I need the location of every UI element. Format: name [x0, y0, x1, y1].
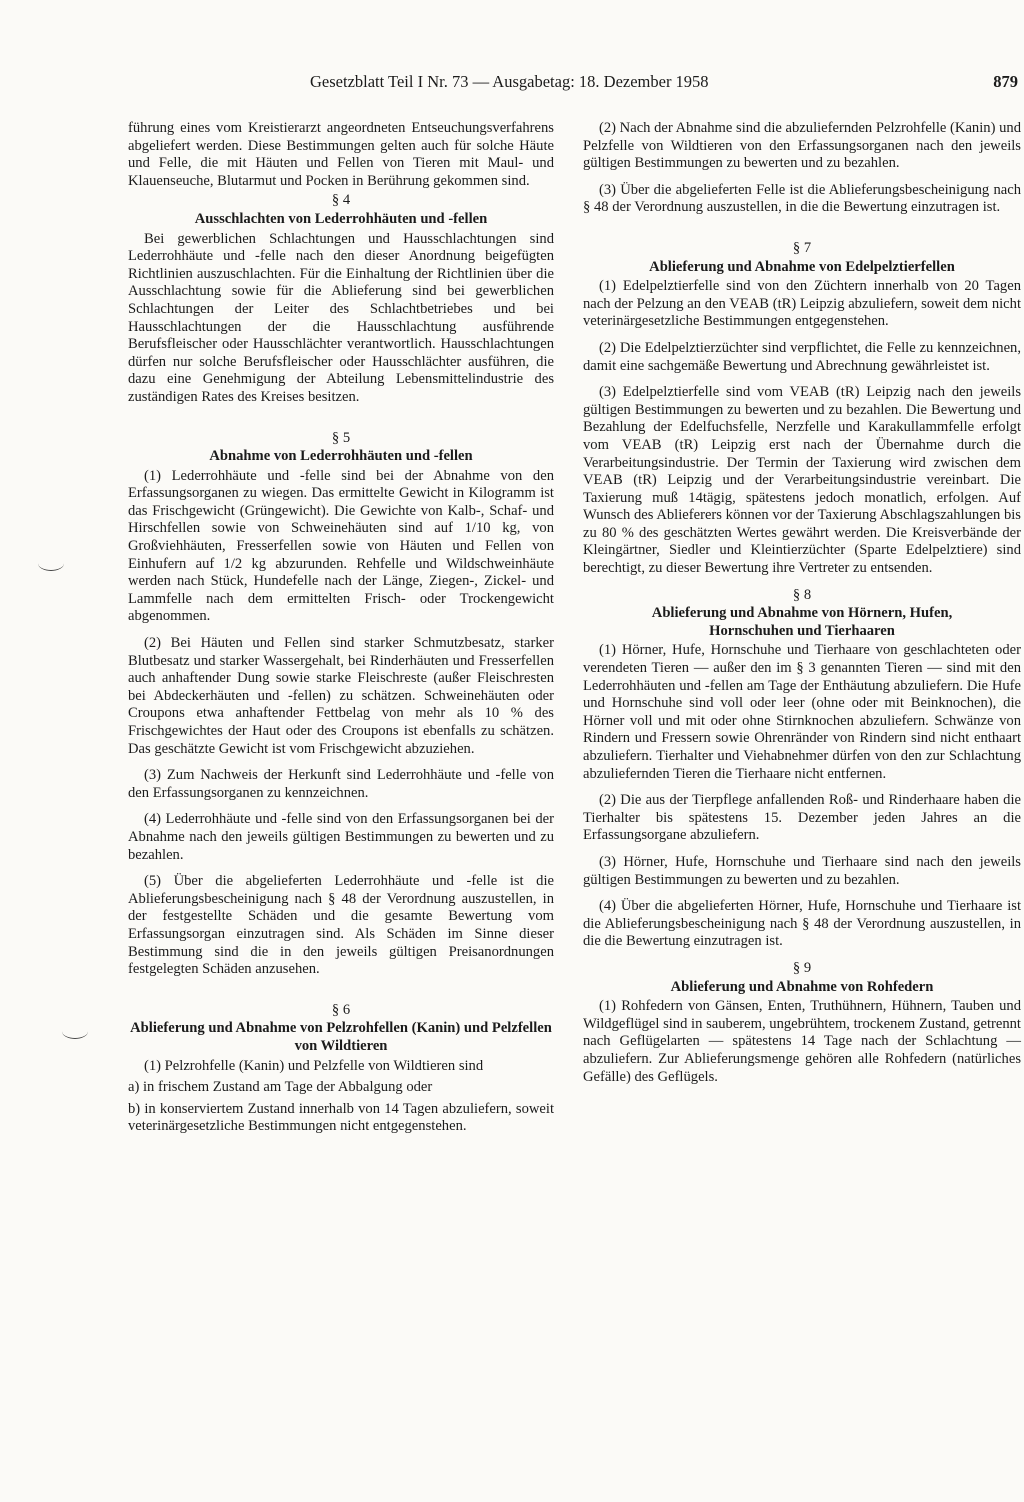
section-number-7: § 7	[792, 239, 812, 256]
paragraph: (4) Lederrohhäute und -felle sind von den Erfassungsorganen bei der Abnahme nach den jeweils gültigen Bestimmungen zu bewerten und zu bezahlen.	[128, 811, 554, 863]
paragraph: (2) Die aus der Tierpflege anfallenden Roß- und Rinderhaare haben die Tierhalter bis spätestens 15. Dezember jeden Jahres an die Erfassungsorgane abzuliefern.	[583, 792, 1021, 844]
section-number-5: § 5	[331, 429, 351, 446]
section-number-8: § 8	[792, 586, 812, 603]
margin-mark	[62, 1024, 88, 1039]
right-column	[583, 120, 1021, 1095]
paragraph: (3) Hörner, Hufe, Hornschuhe und Tierhaare sind nach den jeweils gültigen Bestimmungen zu bewerten und zu bezahlen.	[583, 853, 1021, 888]
section-title-7: Ablieferung und Abnahme von Edelpelztierfellen	[649, 258, 955, 275]
paragraph: (2) Nach der Abnahme sind die abzuliefernden Pelzrohfelle (Kanin) und Pelzfelle von Wildtieren von den Erfassungsorganen nach den jeweils gültigen Bestimmungen zu bewerten und zu bezahlen.	[583, 120, 1021, 172]
paragraph: Bei gewerblichen Schlachtungen und Hausschlachtungen sind Lederrohhäute und -felle nach den dieser Anordnung beigefügten Richtlinien auszuschlachten. Für die Einhaltung der Richtlinien über die Ausschlachtung sowie für die Ablieferung sind bei gewerblichen Schlachtungen der Leiter des Schlachtbetriebes und bei Hausschlachtungen der die Hausschlachtung ausführende Berufsfleischer oder Hausschlächter verantwortlich. Hausschlachtungen dürfen nur solche Berufsfleischer oder Hausschlächter ausführen, die dazu eine Genehmigung der Abteilung Lebensmittelindustrie des zuständigen Rates des Kreises besitzen.	[128, 230, 554, 405]
section-number-9: § 9	[792, 959, 812, 976]
paragraph: (4) Über die abgelieferten Hörner, Hufe, Hornschuhe und Tierhaare ist die Ablieferungsbescheinigung nach § 48 der Verordnung auszustellen, in die die Bewertung einzutragen ist.	[583, 898, 1021, 950]
list-item-b: b) in konserviertem Zustand innerhalb von 14 Tagen abzuliefern, soweit veterinärgesetzliche Bestimmungen nicht entgegenstehen.	[128, 1100, 554, 1135]
paragraph: (1) Lederrohhäute und -felle sind bei der Abnahme von den Erfassungsorganen zu wiegen. Das ermittelte Gewicht in Kilogramm ist das Frischgewicht (Grüngewicht). Die Gewichte von Kalb-, Schaf- und Hirschfellen sowie von Schweinehäuten sind auf 1/10 kg, von Großviehhäuten, Fresserfellen sowie von Häuten und Fellen von Einhufern auf 1/2 kg abzurunden. Rehfelle und Wildschweinhäute werden nach Stück, Hundefelle nach der Länge, Ziegen-, Zickel- und Lammfelle nach dem ermittelten Frisch- oder Trockengewicht abgenommen.	[128, 467, 554, 625]
paragraph: (1) Edelpelztierfelle sind von den Züchtern innerhalb von 20 Tagen nach der Pelzung an den VEAB (tR) Leipzig abzuliefern, soweit dem nicht veterinärgesetzliche Bestimmungen entgegenstehen.	[583, 278, 1021, 330]
paragraph: (2) Bei Häuten und Fellen sind starker Schmutzbesatz, starker Blutbesatz und starker Wassergehalt, bei Rinderhäuten und Fresserfellen auch anhaftender Dung sowie starke Fleischreste (außer Fleischresten bei Abdeckerhäuten und -fellen) zu schätzen. Schweinehäuten oder Croupons etwa anhaftender Fettbelag von mehr als 10 % des Frischgewichtes der Haut oder des Croupons ist ebenfalls zu schätzen. Das geschätzte Gewicht ist vom Frischgewicht abzuziehen.	[128, 635, 554, 757]
left-column	[128, 120, 554, 1145]
paragraph: (3) Edelpelztierfelle sind vom VEAB (tR) Leipzig nach den jeweils gültigen Bestimmungen zu bewerten und zu bezahlen. Die Bewertung und Bezahlung der Edelfuchsfelle, Nerzfelle und Karakullammfelle erfolgt vom VEAB (tR) Leipzig erst nach der Übernahme durch die Verarbeitungsindustrie. Der Termin der Taxierung wird zwischen dem VEAB (tR) Leipzig und der Verarbeitungsindustrie vereinbart. Die Taxierung muß 14tägig, spätestens jedoch monatlich, erfolgen. Auf Wunsch des Ablieferers können vor der Taxierung Abschlagszahlungen bis zu 80 % des geschätzten Wertes gewährt werden. Die Kreisverbände der Kleingärtner, Siedler und Kleintierzüchter (Sparte Edelpelztiere) sind berechtigt, zu dieser Bewertung ihre Vertreter zu entsenden.	[583, 384, 1021, 577]
paragraph: (2) Die Edelpelztierzüchter sind verpflichtet, die Felle zu kennzeichnen, damit eine sachgemäße Bewertung und Abrechnung gewährleistet ist.	[583, 339, 1021, 374]
paragraph: (3) Zum Nachweis der Herkunft sind Lederrohhäute und -felle von den Erfassungsorganen zu kennzeichnen.	[128, 767, 554, 801]
list-item-a: a) in frischem Zustand am Tage der Abbalgung oder	[128, 1079, 433, 1096]
section-title-6: Ablieferung und Abnahme von Pelzrohfellen (Kanin) und Pelzfellen von Wildtieren	[130, 1020, 552, 1054]
section-title-5: Abnahme von Lederrohhäuten und -fellen	[209, 448, 473, 465]
paragraph: (1) Pelzrohfelle (Kanin) und Pelzfelle von Wildtieren sind	[144, 1057, 484, 1074]
running-title: Gesetzblatt Teil I Nr. 73 — Ausgabetag: 18. Dezember 1958	[310, 72, 709, 91]
page-number: 879	[993, 72, 1018, 91]
margin-mark	[38, 556, 64, 571]
paragraph: (5) Über die abgelieferten Lederrohhäute und -felle ist die Ablieferungsbescheinigung nach § 48 der Verordnung auszustellen, in der festgestellte Schäden und die gesamte Bewertung vom Erfassungsorgan einzutragen sind. Als Schäden im Sinne dieser Bestimmung sind die in den jeweils gültigen Preisanordnungen festgelegten Schäden anzusehen.	[128, 873, 554, 978]
continued-paragraph: führung eines vom Kreistierarzt angeordneten Entseuchungsverfahrens abgeliefert werden. Diese Bestimmungen gelten auch für solche Häute und Felle, die mit Häuten und Fellen von Tieren mit Maul- und Klauenseuche, Blutarmut und Pocken in Berührung gekommen sind.	[128, 120, 554, 189]
section-title-9: Ablieferung und Abnahme von Rohfedern	[670, 978, 934, 995]
section-number-4: § 4	[331, 192, 351, 209]
paragraph: (1) Rohfedern von Gänsen, Enten, Truthühnern, Hühnern, Tauben und Wildgeflügel sind in sauberem, ungebrühtem, trockenem Zustand, getrennt nach Geflügelarten — spätestens 14 Tage nach der Schlachtung — abzuliefern. Zur Ablieferungsmenge gehören alle Rohfedern (natürliches Gefälle) des Geflügels.	[583, 998, 1021, 1085]
section-number-6: § 6	[331, 1001, 351, 1018]
section-title-8-line2: Hornschuhen und Tierhaaren	[709, 622, 895, 639]
section-title-4: Ausschlachten von Lederrohhäuten und -fellen	[194, 210, 488, 227]
paragraph: (1) Hörner, Hufe, Hornschuhe und Tierhaare von geschlachteten oder verendeten Tieren — außer den im § 3 genannten Tieren — sind mit den Lederrohhäuten und -fellen am Tage der Enthäutung abzuliefern. Die Hufe und Hornschuhe sind voll oder leer (ohne oder mit Beinknochen), die Hörner voll und mit oder ohne Stirnknochen abzuliefern. Schwänze von Rindern und Fressern sowie Ohrenränder von Rindern sind nicht enthaart abzuliefern. Tierhalter und Viehabnehmer dürfen von den zur Schlachtung abzuliefernden Tieren die Tierhaare nicht entfernen.	[583, 642, 1021, 782]
section-title-8-line1: Ablieferung und Abnahme von Hörnern, Hufen,	[651, 605, 953, 622]
paragraph: (3) Über die abgelieferten Felle ist die Ablieferungsbescheinigung nach § 48 der Verordnung auszustellen, in die die Bewertung einzutragen ist.	[583, 181, 1021, 216]
